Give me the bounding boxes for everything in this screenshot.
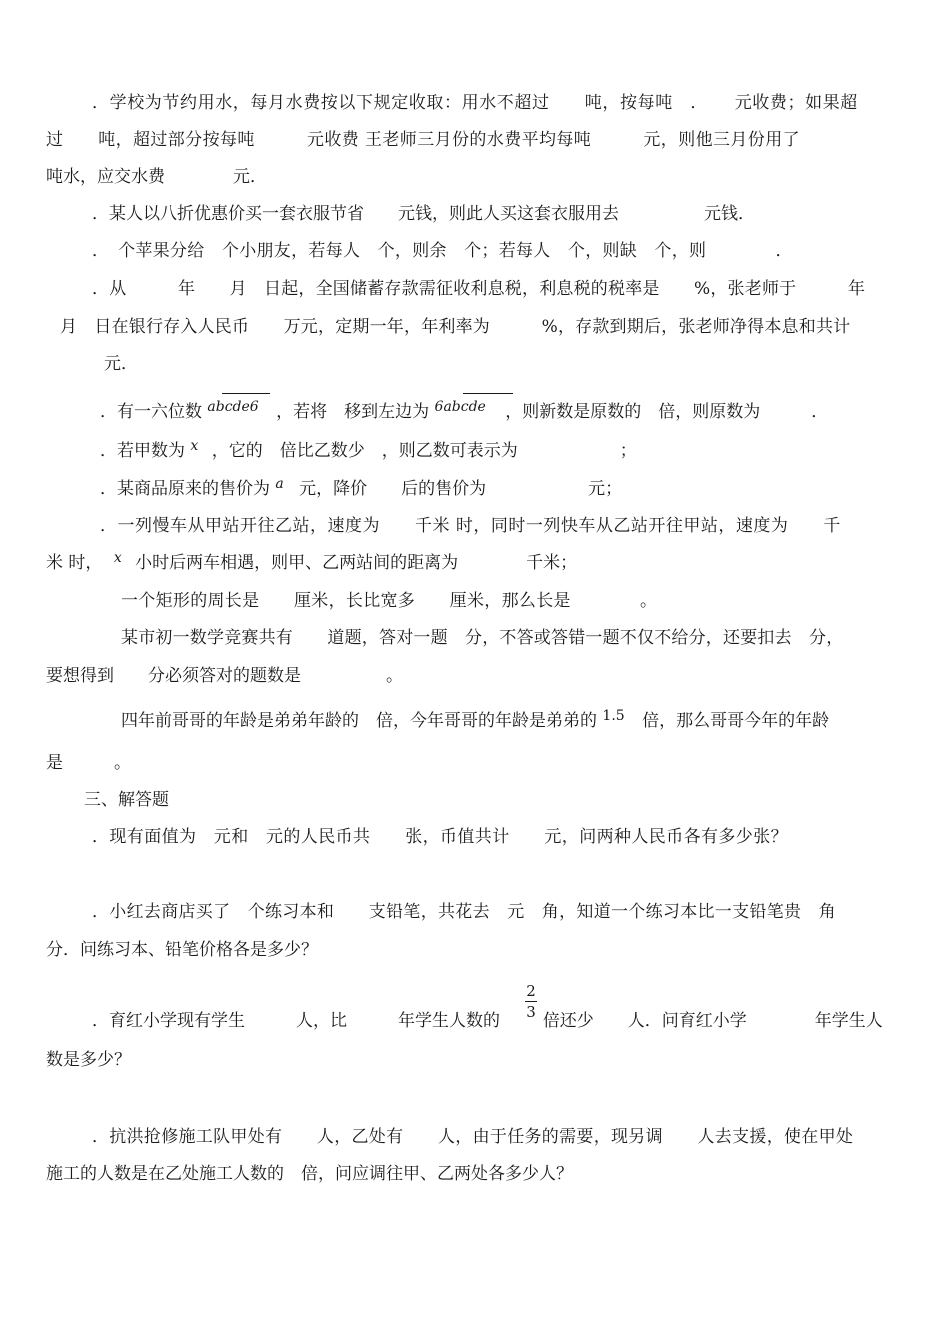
q9-line: 一个矩形的周长是 厘米，长比宽多 厘米，那么长是 。 (121, 591, 658, 611)
q4-line-2: 月 日在银行存入人民币 万元，定期一年，年利率为 %，存款到期后，张老师净得本息和共计 (60, 317, 851, 337)
q8-variable: x (113, 550, 122, 566)
q5-text-pre: ．有一六位数 (100, 402, 202, 422)
q8-text-post: 小时后两车相遇，则甲、乙两站间的距离为 千米； (135, 553, 578, 573)
fraction-bar (525, 1001, 537, 1002)
fraction-numerator: 2 (526, 982, 536, 1000)
problem2-line-1: ．小红去商店买了 个练习本和 支铅笔，共花去 元 角，知道一个练习本比一支铅笔贵 角 (92, 902, 836, 922)
q11-line-1 (121, 710, 829, 733)
q10-line-1: 某市初一数学竞赛共有 道题，答对一题 分，不答或答错一题不仅不给分，还要扣去 分， (121, 628, 844, 648)
q1-line-3: 吨水，应交水费 元． (46, 167, 267, 187)
q7-line (100, 478, 622, 501)
q7-text-pre: ．某商品原来的售价为 (100, 479, 270, 499)
problem3-text-post: 倍还少 人．问育红小学 年学生人 (542, 1011, 883, 1031)
q6-variable: x (190, 438, 199, 454)
q6-text-pre: ．若甲数为 (100, 441, 185, 461)
problem3-line-1 (92, 1010, 883, 1032)
q5-overline-original (222, 393, 270, 394)
q11-text-pre: 四年前哥哥的年龄是弟弟年龄的 倍，今年哥哥的年龄是弟弟的 (121, 711, 597, 731)
problem3-text-pre: ．育红小学现有学生 人，比 年学生人数的 (92, 1011, 500, 1031)
q5-text-mid: ，若将 移到左边为 (276, 402, 430, 422)
q2-line: ．某人以八折优惠价买一套衣服节省 元钱，则此人买这套衣服用去 元钱． (92, 204, 755, 224)
section-heading: 三、解答题 (84, 790, 169, 810)
q5-overline-new (463, 393, 513, 394)
fraction-denominator: 3 (526, 1003, 536, 1021)
problem4-line-2: 施工的人数是在乙处施工人数的 倍，问应调往甲、乙两处各多少人？ (46, 1164, 573, 1184)
q3-line: ． 个苹果分给 个小朋友，若每人 个，则余 个；若每人 个，则缺 个，则 ． (92, 241, 793, 261)
q6-line (100, 440, 637, 463)
q11-line-2: 是 。 (46, 753, 131, 773)
q5-text-post: ，则新数是原数的 倍，则原数为 ． (505, 402, 829, 422)
q4-line-3: 元． (104, 354, 138, 374)
q10-line-2: 要想得到 分必须答对的题数是 。 (46, 666, 403, 686)
q5-number-new: 6abcde (434, 399, 486, 415)
q6-text-post: ，它的 倍比乙数少 ，则乙数可表示为 ； (211, 441, 637, 461)
q8-text-pre: 米 时， (46, 553, 103, 573)
problem2-line-2: 分．问练习本、铅笔价格各是多少？ (46, 940, 318, 960)
q5-number-original: abcde6 (207, 399, 259, 415)
q11-text-post: 倍，那么哥哥今年的年龄 (642, 711, 830, 731)
problem1-line: ．现有面值为 元和 元的人民币共 张，币值共计 元，问两种人民币各有多少张？ (92, 827, 788, 847)
q8-line-2 (46, 552, 577, 575)
q1-line-2: 过 吨，超过部分按每吨 元收费 王老师三月份的水费平均每吨 元，则他三月份用了 (46, 130, 801, 150)
q11-number: 1.5 (602, 708, 625, 724)
q4-line-1: ．从 年 月 日起，全国储蓄存款需征收利息税，利息税的税率是 %，张老师于 年 (92, 279, 866, 299)
problem3-line-2: 数是多少？ (46, 1050, 131, 1070)
q7-text-post: 元，降价 后的售价为 元； (299, 479, 623, 499)
q8-line-1: ．一列慢车从甲站开往乙站，速度为 千米 时，同时一列快车从乙站开往甲站，速度为 千 (100, 516, 841, 536)
q7-variable: a (275, 476, 284, 492)
q5-line (100, 401, 828, 424)
q1-line-1: ．学校为节约用水，每月水费按以下规定收取：用水不超过 吨，按每吨 ． 元收费；如果超 (92, 93, 858, 113)
problem4-line-1: ．抗洪抢修施工队甲处有 人，乙处有 人，由于任务的需要，现另调 人去支援，使在甲处 (92, 1127, 854, 1147)
